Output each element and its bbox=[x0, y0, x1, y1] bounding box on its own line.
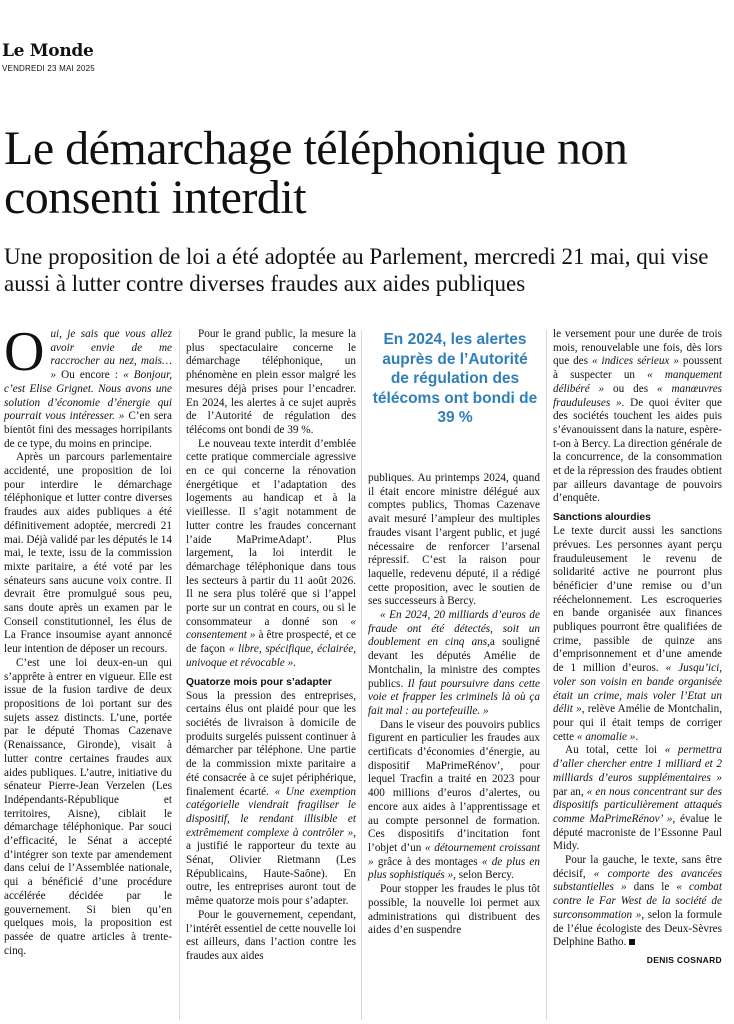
masthead bbox=[2, 42, 95, 73]
paragraph: C’est une loi deux-en-un qui s’apprête à entrer en vigueur. Elle est issue de la fusion tardive de deux propositions de loi portant sur des sujets assez distincts. L’une, portée par le député Thomas Cazenave (Renaissance, Gironde), visait à lutter contre certaines fraudes aux aides publiques. L’autre, initiative du sénateur Pierre-Jean Verzelen (Les Indépendants-République et territoires, Aisne), ciblait le démarchage téléphonique. Par souci d’efficacité, le Sénat a accepté d’intégrer son texte par amendement dans celui de l’Assemblée nationale, qui a bénéficié d’une procédure accélérée décidée par le gouvernement. Si bien qu’en quelques mois, la proposition est passée de quatre articles à trente-cinq. bbox=[4, 656, 172, 957]
issue-date: VENDREDI 23 MAI 2025 bbox=[2, 64, 95, 73]
paragraph: Après un parcours parlementaire accidenté, une proposition de loi pour interdire le démarchage téléphonique et lutter contre diverses fraudes aux aides publiques a été définitivement adoptée, mercredi 21 mai. Déjà validé par les députés le 14 mai, le texte, issu de la commission mixte paritaire, a été voté par les sénateurs sans aucune voix contre. Il devrait être promulgué sous peu, sans doute après un examen par le Conseil constitutionnel, les élus de La France insoumise ayant annoncé leur intention de déposer un recours. bbox=[4, 451, 172, 656]
drop-cap: O bbox=[4, 321, 45, 383]
article-headline: Le démarchage téléphonique non consenti interdit bbox=[4, 122, 628, 224]
paragraph: Pour stopper les fraudes le plus tôt possible, la nouvelle loi permet aux administrations qui distribuent des aides d’en suspendre bbox=[368, 883, 540, 937]
paragraph: Oui, je sais que vous allez avoir envie de me raccrocher au nez, mais… » Ou encore : « Bonjour, c’est Elise Grignet. Nous avons une solution d’économie d’énergie qui pourrait vous intéresser. » C’en sera bientôt fini des messages horripilants de ce type, du moins en principe. bbox=[4, 321, 173, 450]
article-column-2 bbox=[186, 328, 356, 964]
article-column-3 bbox=[368, 472, 540, 938]
paragraph: le versement pour une durée de trois mois, renouvelable une fois, dès lors que des « indices sérieux » poussent à suspecter un « manquement délibéré » ou des « manœuvres frauduleuses ». De quoi éviter que des sociétés touchent les aides puis s’évanouissent dans la nature, espère-t-on à Bercy. La direction générale de la concurrence, de la consommation et de la répression des fraudes obtient par ailleurs davantage de pouvoirs d’enquête. bbox=[553, 328, 723, 505]
paragraph: Pour la gauche, le texte, sans être décisif, « comporte des avancées substantielles » dans le « combat contre le Far West de la société de surconsommation », selon la formule de l’élue écologiste des Deux-Sèvres Delphine Batho. bbox=[553, 854, 722, 949]
author-byline: DENIS COSNARD bbox=[646, 954, 722, 965]
column-divider bbox=[179, 330, 180, 1020]
section-heading: Sanctions alourdies bbox=[553, 512, 651, 524]
column-divider bbox=[546, 330, 547, 1020]
paragraph: Le texte durcit aussi les sanctions prévues. Les personnes ayant perçu frauduleusement le revenu de solidarité active ne pourront plus bénéficier d’une remise ou d’un rééchelonnement. Les escroqueries en bande organisée aux finances publiques pourront être qualifiées de crime, passible de quinze ans d’emprisonnement et d’une amende de 1 million d’euros. « Jusqu’ici, voler son voisin en bande organisée était un crime, mais voler l’Etat un délit », relève Amélie de Montchalin, pour qui il était temps de corriger cette « anomalie ». bbox=[553, 525, 722, 743]
column-divider bbox=[361, 330, 362, 1020]
article-standfirst: Une proposition de loi a été adoptée au Parlement, mercredi 21 mai, qui vise aussi à lutter contre diverses fraudes aux aides publiques bbox=[4, 244, 709, 296]
paragraph: Pour le gouvernement, cependant, l’intérêt essentiel de cette nouvelle loi est ailleurs, dans l’action contre les fraudes aux aides bbox=[186, 908, 356, 962]
paragraph: « En 2024, 20 milliards d’euros de fraude ont été détectés, soit un doublement en cinq ans,a souligné devant les députés Amélie de Montchalin, la ministre des comptes publics. Il faut poursuivre dans cette voie et frapper les criminels là où ça fait mal : au portefeuille. » bbox=[368, 609, 541, 717]
pull-quote: En 2024, les alertes auprès de l’Autorité de régulation des télécoms ont bondi de 39 % bbox=[372, 331, 538, 426]
section-heading: Quatorze mois pour s’adapter bbox=[186, 676, 332, 688]
paragraph: Dans le viseur des pouvoirs publics figurent en particulier les fraudes aux certificats d’économies d’énergie, au dispositif MaPrimeRénov’, pour lequel Tracfin a traité en 2023 pour 400 millions d’euros d’alertes, ou encore aux aides à l’apprentissage et au compte personnel de formation. Ces dispositifs d’incitation font l’objet d’un « détournement croissant » grâce à des montages « de plus en plus sophistiqués », selon Bercy. bbox=[368, 718, 540, 882]
paragraph: Au total, cette loi « permettra d’aller chercher entre 1 milliard et 2 milliards d’euros supplémentaires » par an, « en nous concentrant sur des dispositifs particulièrement attaqués comme MaPrimeRénov’ », évalue le député macroniste de l’Essonne Paul Midy. bbox=[553, 744, 723, 853]
article-column-4 bbox=[553, 328, 722, 968]
end-mark-icon bbox=[629, 939, 635, 945]
paragraph: Sous la pression des entreprises, certains élus ont plaidé pour que les sociétés de livraison à domicile de produits surgelés puissent continuer à démarcher par téléphone. Une partie de la commission mixte paritaire a été consacrée à ce sujet périphérique, finalement écarté. « Une exemption catégorielle viendrait fragiliser le dispositif, le rendant illisible et extrêmement complexe à contrôler », a justifié le rapporteur du texte au Sénat, Olivier Rietmann (Les Républicains, Haute-Saône). En outre, les entreprises auront tout de même quatorze mois pour s’adapter. bbox=[186, 689, 356, 908]
newspaper-logo: Le Monde bbox=[2, 41, 94, 61]
paragraph: Pour le grand public, la mesure la plus spectaculaire concerne le démarchage téléphonique, un phénomène en plein essor malgré les mesures déjà prises pour l’encadrer. En 2024, les alertes à ce sujet auprès de l’Autorité de régulation des télécoms ont bondi de 39 %. bbox=[186, 328, 356, 436]
paragraph: Le nouveau texte interdit d’emblée cette pratique commerciale agressive en ce qui concerne la rénovation énergétique et l’adaptation des logements au handicap et à la vieillesse. Il s’agit notamment de lutter contre les fraudes concernant l’aide MaPrimeAdapt’. Plus largement, la loi interdit le démarchage téléphonique dans tous les secteurs à partir du 11 août 2026. Il ne sera plus toléré que si l’appel porte sur un contrat en cours, ou si le consommateur a donné son « consentement » à être prospecté, et ce de façon « libre, spécifique, éclairée, univoque et révocable ». bbox=[186, 437, 356, 669]
paragraph: publiques. Au printemps 2024, quand il était encore ministre délégué aux comptes publics, Thomas Cazenave avait mesuré l’ampleur des multiples fraudes visant l’argent public, et jugé nécessaire de renforcer l’arsenal répressif. C’est la raison pour laquelle, redevenu député, il a rédigé cette proposition, avec le soutien de ses successeurs à Bercy. bbox=[368, 472, 540, 608]
article-column-1 bbox=[4, 321, 173, 958]
